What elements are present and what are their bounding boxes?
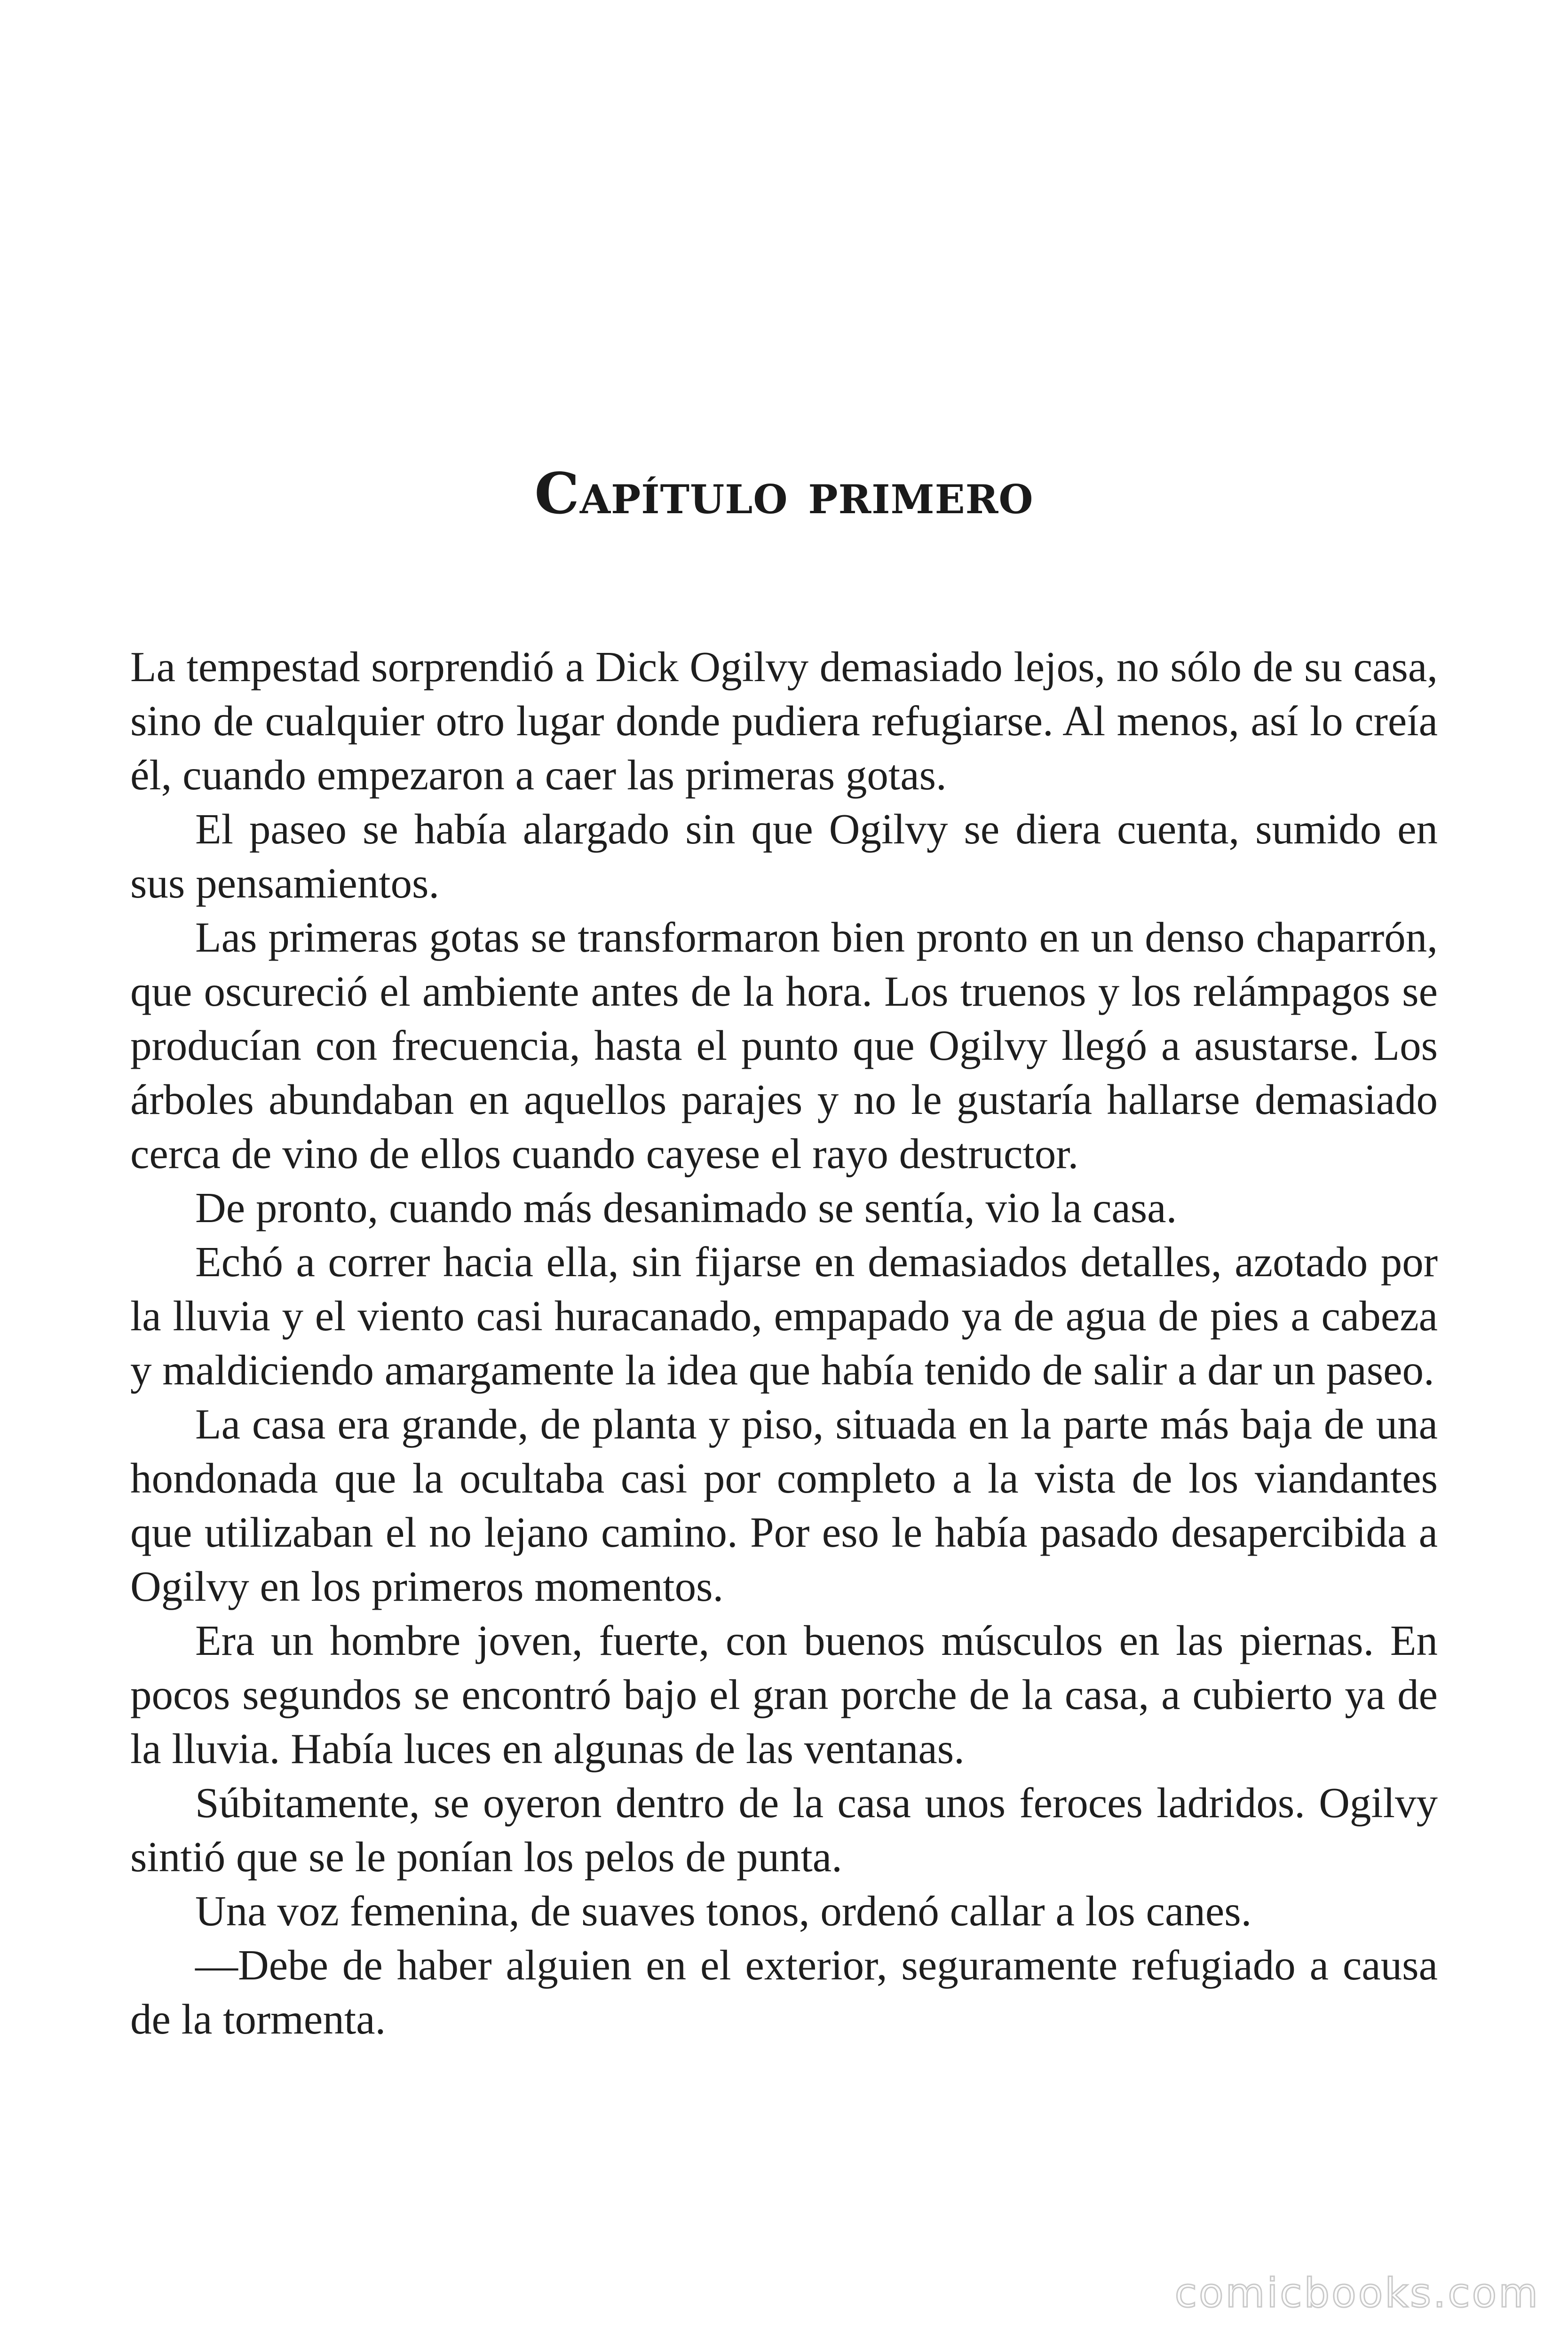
paragraph: Las primeras gotas se transformaron bien pronto en un denso chaparrón, que oscureció el ambiente antes de la hora. Los truenos y los relámpagos se producían con frecuencia, hasta el punto que Ogilvy llegó a asustarse. Los árboles abundaban en aquellos parajes y no le gustaría hallarse demasiado cerca de vino de ellos cuando cayese el rayo destructor.	[130, 914, 1438, 1177]
paragraph: El paseo se había alargado sin que Ogilvy se diera cuenta, sumido en sus pensamientos.	[130, 805, 1438, 907]
paragraph: La casa era grande, de planta y piso, situada en la parte más baja de una hondonada que la ocultaba casi por completo a la vista de los viandantes que utilizaban el no lejano camino. Por eso le había pasado desapercibida a Ogilvy en los primeros momentos.	[130, 1400, 1438, 1610]
paragraph: —Debe de haber alguien en el exterior, seguramente refugiado a causa de la tormenta.	[130, 1941, 1438, 2043]
paragraph: Era un hombre joven, fuerte, con buenos músculos en las piernas. En pocos segundos se encontró bajo el gran porche de la casa, a cubierto ya de la lluvia. Había luces en algunas de las ventanas.	[130, 1617, 1438, 1772]
paragraph: Echó a correr hacia ella, sin fijarse en demasiados detalles, azotado por la lluvia y el viento casi huracanado, empapado ya de agua de pies a cabeza y maldiciendo amargamente la idea que había tenido de salir a dar un paseo.	[130, 1238, 1438, 1394]
watermark: comicbooks.com	[1174, 2270, 1540, 2317]
chapter-title: Capítulo primero	[534, 461, 1034, 527]
paragraph: Una voz femenina, de suaves tonos, ordenó callar a los canes.	[195, 1887, 1252, 1935]
paragraph: La tempestad sorprendió a Dick Ogilvy demasiado lejos, no sólo de su casa, sino de cualquier otro lugar donde pudiera refugiarse. Al menos, así lo creía él, cuando empezaron a caer las primeras gotas.	[130, 643, 1438, 799]
chapter-body	[130, 640, 1438, 2046]
paragraph: De pronto, cuando más desanimado se sentía, vio la casa.	[195, 1184, 1177, 1232]
paragraph: Súbitamente, se oyeron dentro de la casa unos feroces ladridos. Ogilvy sintió que se le ponían los pelos de punta.	[130, 1779, 1438, 1881]
